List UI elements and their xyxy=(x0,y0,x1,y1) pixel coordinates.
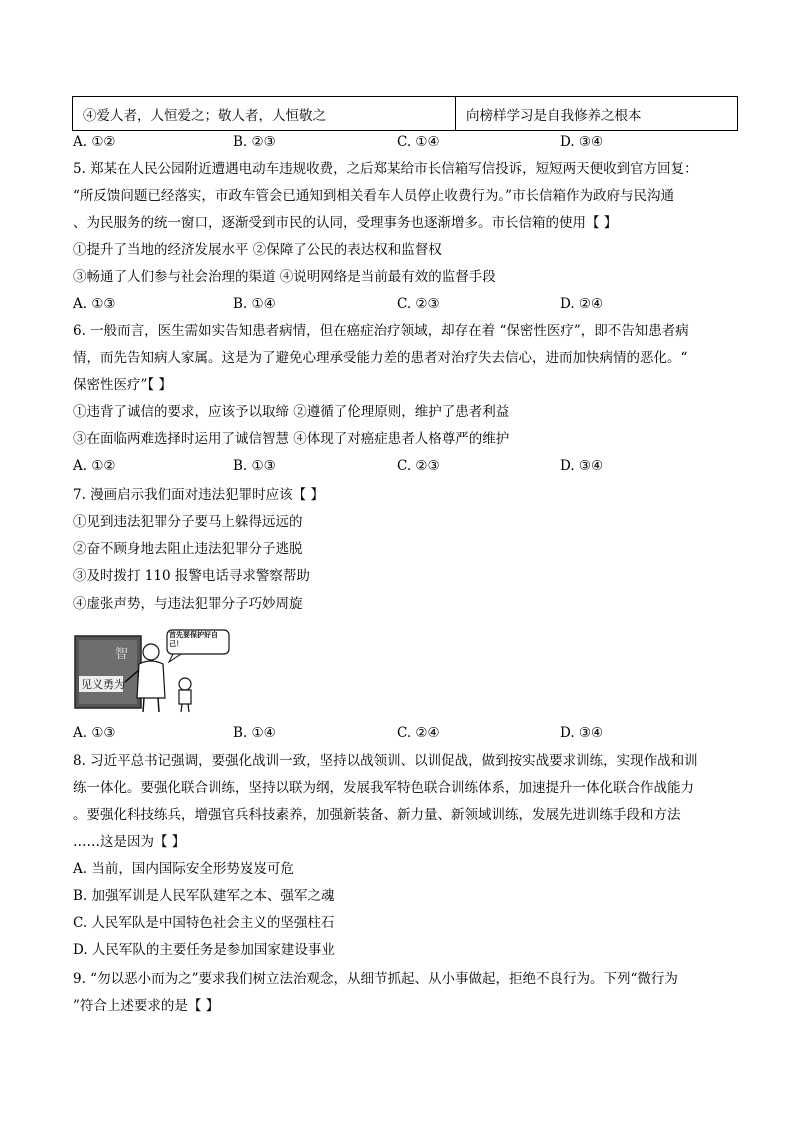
q5-stem-line-1: 5. 郑某在人民公园附近遭遇电动车违规收费，之后郑某给市长信箱写信投诉，短短两天便收到官方回复： xyxy=(73,161,698,177)
option-b: B. ①④ xyxy=(233,725,276,741)
option-c: C. ①④ xyxy=(397,134,440,150)
option-d: D. ③④ xyxy=(560,725,604,741)
option-d: D. ②④ xyxy=(560,296,604,312)
q8-stem-line-2: 练一体化。要强化联合训练，坚持以联为纲，发展我军特色联合训练体系，加速提升一体化联合作战能力 xyxy=(73,780,694,796)
speech-bubble-text: 首先要保护好自己！ xyxy=(169,631,218,648)
q8-option-a: A. 当前，国内国际安全形势岌岌可危 xyxy=(73,861,294,877)
teacher-body xyxy=(137,661,165,698)
q7-choice-3: ③及时拨打 110 报警电话寻求警察帮助 xyxy=(73,568,310,584)
quote-table xyxy=(72,96,738,131)
option-a: A. ①② xyxy=(73,458,116,474)
option-a: A. ①② xyxy=(73,134,116,150)
q6-choice-line-2: ③在面临两难选择时运用了诚信智慧 ④体现了对癌症患者人格尊严的维护 xyxy=(73,431,510,447)
q9-stem-line-1: 9. “勿以恶小而为之”要求我们树立法治观念，从细节抓起、从小事做起，拒绝不良行为。下列“微行为 xyxy=(73,971,678,987)
q7-choice-2: ②奋不顾身地去阻止违法犯罪分子逃脱 xyxy=(73,541,303,557)
option-a: A. ①③ xyxy=(73,725,116,741)
q8-option-c: C. 人民军队是中国特色社会主义的坚强柱石 xyxy=(73,915,335,931)
board-label: 见义勇为 xyxy=(81,678,125,691)
board-top-text: 智 xyxy=(115,647,129,662)
child-body xyxy=(179,690,191,704)
option-a: A. ①③ xyxy=(73,296,116,312)
q6-stem-line-3: 保密性医疗”【 】 xyxy=(73,377,172,393)
table-cell-right: 向榜样学习是自我修养之根本 xyxy=(466,107,642,124)
q6-stem-line-1: 6. 一般而言，医生需如实告知患者病情，但在癌症治疗领域，却存在着 “保密性医疗”，即不告知患者病 xyxy=(73,323,689,339)
teacher-head xyxy=(143,644,159,660)
q8-stem-line-3: 。要强化科技练兵，增强官兵科技素养，加强新装备、新力量、新领域训练，发展先进训练手段和方法 xyxy=(73,807,681,823)
q8-option-d: D. 人民军队的主要任务是参加国家建设事业 xyxy=(73,942,335,958)
option-c: C. ②③ xyxy=(397,296,440,312)
cartoon-illustration xyxy=(73,628,233,714)
q7-choice-1: ①见到违法犯罪分子要马上躲得远远的 xyxy=(73,514,303,530)
child-head xyxy=(179,678,191,690)
q8-option-b: B. 加强军训是人民军队建军之本、强军之魂 xyxy=(73,888,335,904)
table-cell-left: ④爱人者，人恒爱之；敬人者，人恒敬之 xyxy=(73,97,456,130)
q7-options xyxy=(73,724,723,742)
q5-choice-line-1: ①提升了当地的经济发展水平 ②保障了公民的表达权和监督权 xyxy=(73,242,442,258)
q5-choice-line-2: ③畅通了人们参与社会治理的渠道 ④说明网络是当前最有效的监督手段 xyxy=(73,269,496,285)
option-d: D. ③④ xyxy=(560,458,604,474)
q8-stem-line-1: 8. 习近平总书记强调，要强化战训一致，坚持以战领训、以训促战，做到按实战要求训练，实现作战和训 xyxy=(73,753,698,769)
option-d: D. ③④ xyxy=(560,134,604,150)
q7-choice-4: ④虚张声势，与违法犯罪分子巧妙周旋 xyxy=(73,596,303,612)
q5-options xyxy=(73,295,723,313)
q5-stem-line-2: “所反馈问题已经落实，市政车管会已通知到相关看车人员停止收费行为。”市长信箱作为政府与民沟通 xyxy=(73,188,675,204)
q8-stem-line-4: ……这是因为【 】 xyxy=(73,834,186,850)
option-c: C. ②③ xyxy=(397,458,440,474)
option-b: B. ①④ xyxy=(233,296,276,312)
option-b: B. ①③ xyxy=(233,458,276,474)
q5-stem-line-3: 、为民服务的统一窗口，逐渐受到市民的认同，受理事务也逐渐增多。市长信箱的使用【 】 xyxy=(73,215,618,231)
q7-stem: 7. 漫画启示我们面对违法犯罪时应该【 】 xyxy=(73,487,324,503)
option-c: C. ②④ xyxy=(397,725,440,741)
q6-stem-line-2: 情，而先告知病人家属。这是为了避免心理承受能力差的患者对治疗失去信心，进而加快病情的恶化。“ xyxy=(73,350,688,366)
q9-stem-line-2: ”符合上述要求的是【 】 xyxy=(73,998,220,1014)
q6-choice-line-1: ①违背了诚信的要求，应该予以取缔 ②遵循了伦理原则，维护了患者利益 xyxy=(73,404,510,420)
q4-options xyxy=(73,133,723,151)
option-b: B. ②③ xyxy=(233,134,276,150)
q6-options xyxy=(73,457,723,475)
